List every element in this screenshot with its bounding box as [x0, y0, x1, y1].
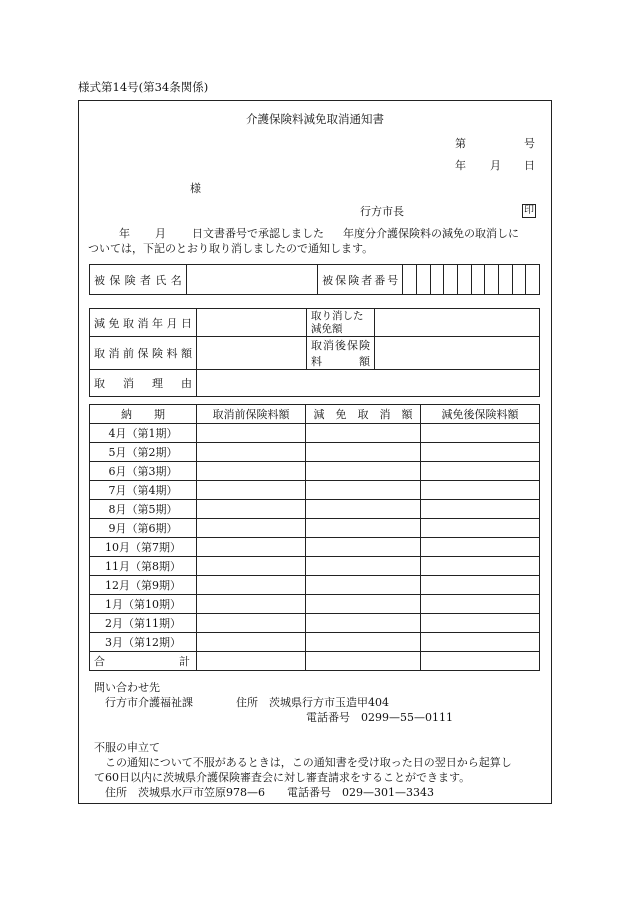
period-label: 5月（第2期） [90, 443, 197, 462]
table-row [90, 462, 540, 481]
cancel-cell [306, 424, 421, 443]
appeal-line3: 住所 茨城県水戸市笠原978—6 電話番号 029—301—3343 [105, 786, 434, 799]
header-cell: 取消前保険料額 [197, 405, 306, 424]
period-label: 9月（第6期） [90, 519, 197, 538]
insured-number-digit [457, 265, 471, 295]
before-cell [197, 500, 306, 519]
body-approved: 日文書番号で承認しました [192, 227, 324, 240]
after-cell [421, 538, 540, 557]
before-cell [197, 614, 306, 633]
total-label-a: 合 [94, 655, 105, 668]
contact-heading: 問い合わせ先 [94, 681, 160, 694]
before-amount-value [197, 337, 307, 370]
period-label: 11月（第8期） [90, 557, 197, 576]
before-cell [197, 557, 306, 576]
table-row [90, 576, 540, 595]
insured-number-digit [485, 265, 499, 295]
table-row [90, 443, 540, 462]
reason-value [197, 370, 540, 397]
table-row [90, 500, 540, 519]
cancel-date-value [197, 309, 307, 337]
after-cell [421, 462, 540, 481]
insured-number-digit [498, 265, 512, 295]
after-cell [421, 519, 540, 538]
after-cell [421, 633, 540, 652]
before-cell [197, 538, 306, 557]
body-year: 年 [119, 227, 130, 240]
before-cell [197, 481, 306, 500]
after-cell [421, 595, 540, 614]
body-line2: ついては，下記のとおり取り消しましたので通知します。 [88, 242, 374, 255]
after-amount-value [375, 337, 540, 370]
period-label: 1月（第10期） [90, 595, 197, 614]
cancel-date-label: 減免取消年月日 [90, 309, 197, 337]
before-cell [197, 462, 306, 481]
after-cell [421, 557, 540, 576]
after-cell [421, 500, 540, 519]
details-table [89, 308, 540, 397]
issuer: 行方市長 [360, 205, 404, 218]
cancel-cell [306, 462, 421, 481]
recipient-sama: 様 [190, 182, 201, 195]
cancel-cell [306, 633, 421, 652]
insured-number-digit [512, 265, 526, 295]
cancel-cell [306, 614, 421, 633]
period-label: 6月（第3期） [90, 462, 197, 481]
number-dai: 第 [455, 137, 466, 150]
before-cell [197, 576, 306, 595]
date-month: 月 [490, 159, 501, 172]
insured-number-digit [403, 265, 417, 295]
insured-number-digit [526, 265, 540, 295]
before-cell [197, 519, 306, 538]
cancel-cell [306, 538, 421, 557]
total-label-b: 計 [179, 655, 190, 668]
amount-cancelled-label: 取り消した減免額 [307, 309, 375, 337]
period-label: 12月（第9期） [90, 576, 197, 595]
before-cell [197, 443, 306, 462]
total-before [197, 652, 306, 671]
seal-mark: 印 [524, 205, 534, 216]
table-row [90, 614, 540, 633]
before-amount-label: 取消前保険料額 [90, 337, 197, 370]
period-label: 2月（第11期） [90, 614, 197, 633]
insured-number-label: 被保険者番号 [318, 265, 403, 295]
amount-cancelled-value [375, 309, 540, 337]
table-row [90, 519, 540, 538]
contact-phone: 電話番号 0299—55—0111 [306, 711, 453, 724]
period-label: 7月（第4期） [90, 481, 197, 500]
cancel-cell [306, 576, 421, 595]
appeal-line2: て60日以内に茨城県介護保険審査会に対し審査請求をすることができます。 [94, 771, 471, 784]
after-cell [421, 443, 540, 462]
appeal-heading: 不服の申立て [94, 741, 160, 754]
cancel-cell [306, 443, 421, 462]
date-year: 年 [455, 159, 466, 172]
before-cell [197, 595, 306, 614]
total-after [421, 652, 540, 671]
insured-number-digit [430, 265, 444, 295]
cancel-cell [306, 595, 421, 614]
table-row [90, 538, 540, 557]
table-row [90, 481, 540, 500]
table-row [90, 557, 540, 576]
insured-number-digit [416, 265, 430, 295]
after-cell [421, 481, 540, 500]
before-cell [197, 633, 306, 652]
after-amount-label: 取消後保険料額 [307, 337, 375, 370]
header-cell: 減 免 取 消 額 [306, 405, 421, 424]
table-row [90, 595, 540, 614]
date-day: 日 [524, 159, 535, 172]
contact-address: 住所 茨城県行方市玉造甲404 [236, 696, 389, 709]
cancel-cell [306, 557, 421, 576]
period-label: 4月（第1期） [90, 424, 197, 443]
insured-name-label: 被保険者氏名 [90, 265, 187, 295]
insured-name-value [186, 265, 317, 295]
before-cell [197, 424, 306, 443]
period-label: 10月（第7期） [90, 538, 197, 557]
period-label: 8月（第5期） [90, 500, 197, 519]
contact-dept: 行方市介護福祉課 [105, 696, 193, 709]
insured-number-digit [444, 265, 458, 295]
total-row [90, 652, 540, 671]
cancel-cell [306, 481, 421, 500]
schedule-table [89, 404, 540, 671]
insured-table [89, 264, 540, 295]
table-row [90, 633, 540, 652]
table-row [90, 424, 540, 443]
appeal-line1: この通知について不服があるときは，この通知書を受け取った日の翌日から起算し [105, 756, 512, 769]
header-cell: 納 期 [90, 405, 197, 424]
number-go: 号 [524, 137, 535, 150]
body-month: 月 [155, 227, 166, 240]
cancel-cell [306, 500, 421, 519]
insured-number-digit [471, 265, 485, 295]
reason-label: 取 消 理 由 [90, 370, 197, 397]
total-label [90, 652, 197, 671]
form-number: 様式第14号(第34条関係) [78, 80, 209, 94]
after-cell [421, 424, 540, 443]
after-cell [421, 614, 540, 633]
form-title: 介護保険料減免取消通知書 [246, 112, 384, 126]
period-label: 3月（第12期） [90, 633, 197, 652]
after-cell [421, 576, 540, 595]
body-fiscal: 年度分介護保険料の減免の取消しに [343, 227, 519, 240]
cancel-cell [306, 519, 421, 538]
total-cancel [306, 652, 421, 671]
header-cell: 減免後保険料額 [421, 405, 540, 424]
